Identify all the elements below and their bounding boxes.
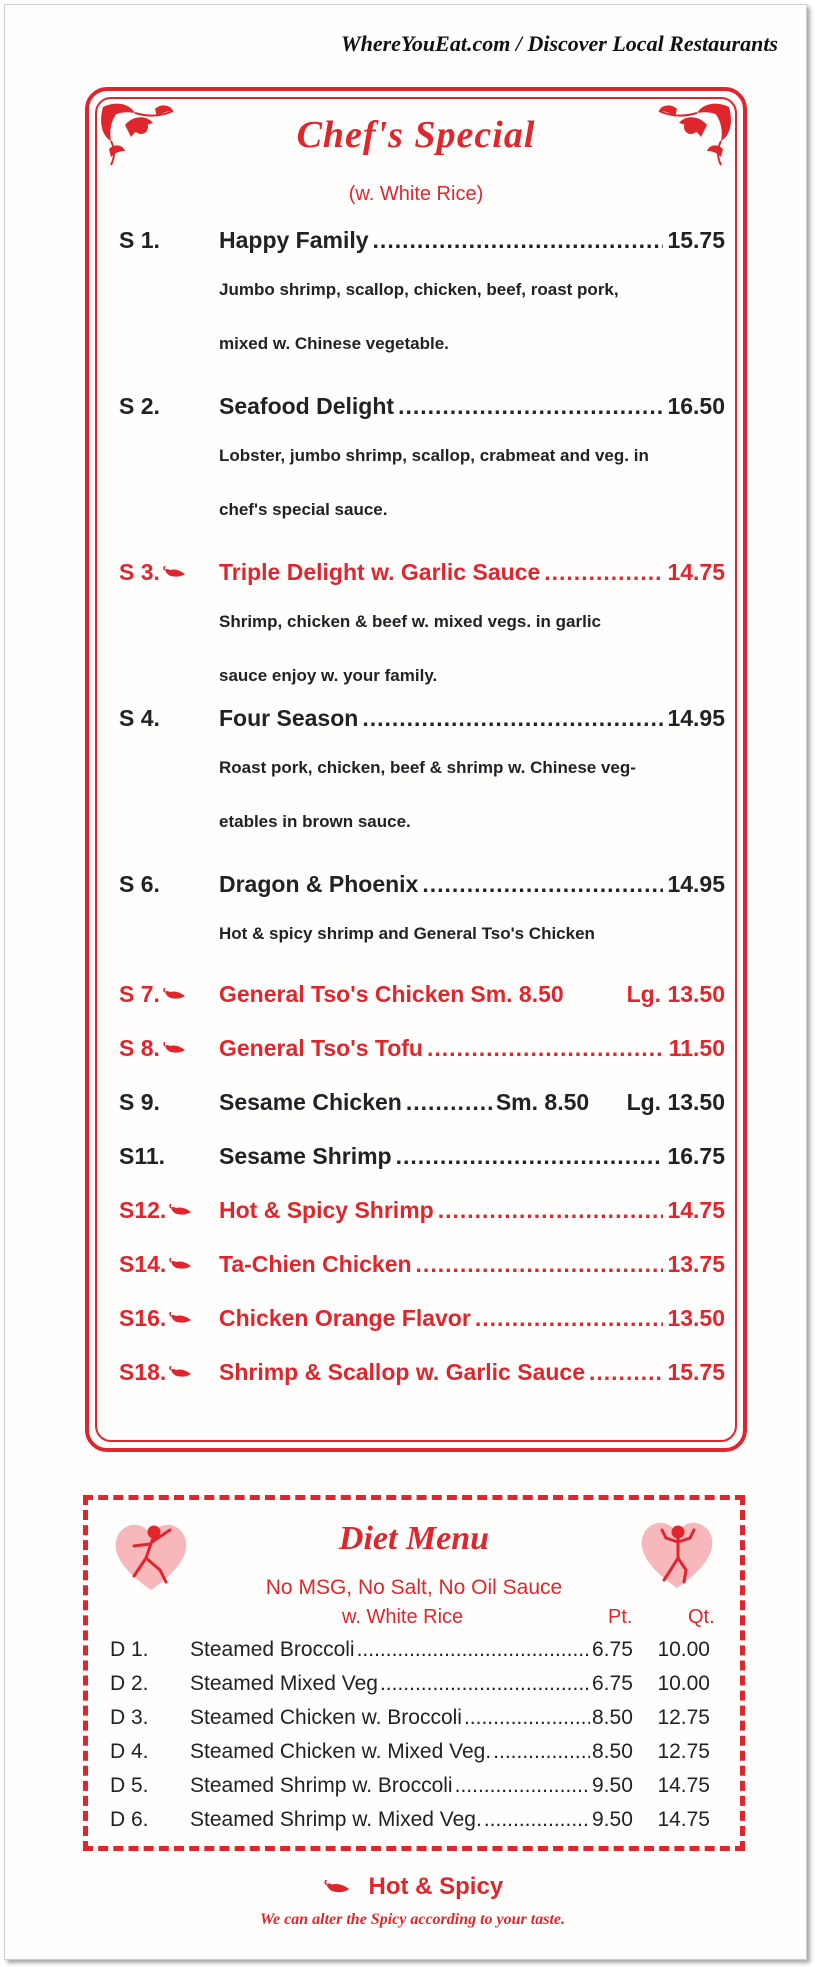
item-price: 16.75 <box>667 1143 725 1169</box>
diet-rice-note: w. White Rice <box>342 1606 464 1628</box>
item-code: S18. <box>119 1359 219 1386</box>
menu-item-spicy <box>119 1197 725 1231</box>
item-name: Steamed Chicken w. Mixed Veg. <box>190 1740 492 1763</box>
price-pint: 9.50 <box>592 1808 633 1831</box>
price-pint: 8.50 <box>592 1740 633 1763</box>
item-code: D 1. <box>110 1638 149 1661</box>
price-quart: 14.75 <box>657 1808 710 1831</box>
col-header-qt: Qt. <box>688 1606 715 1628</box>
diet-menu-subtitle: No MSG, No Salt, No Oil Sauce <box>265 1576 563 1599</box>
item-name: Shrimp & Scallop w. Garlic Sauce <box>219 1359 585 1385</box>
item-price-large: Lg. 13.50 <box>626 1089 725 1115</box>
item-price: 13.75 <box>667 1251 725 1277</box>
diet-item <box>110 1638 710 1668</box>
menu-item-spicy <box>119 1035 725 1069</box>
dot-leader <box>398 393 663 420</box>
dot-leader <box>373 227 664 254</box>
pepper-icon <box>169 1366 195 1380</box>
item-code: D 2. <box>110 1672 149 1695</box>
menu-item <box>119 705 725 739</box>
chef-special-title: Chef's Special <box>296 114 536 156</box>
item-price: 15.75 <box>667 1359 725 1385</box>
chef-special-box <box>85 87 747 1452</box>
item-code: S 7. <box>119 981 219 1008</box>
menu-item <box>119 1143 725 1177</box>
dot-leader <box>427 1035 665 1062</box>
pepper-icon <box>163 1042 189 1056</box>
item-name: Sesame Chicken <box>219 1089 402 1115</box>
item-code: S 4. <box>119 705 160 731</box>
dot-leader <box>493 1740 590 1764</box>
item-description: Jumbo shrimp, scallop, chicken, beef, roast pork, mixed w. Chinese vegetable. <box>219 280 619 353</box>
dot-leader <box>416 1251 664 1278</box>
diet-item <box>110 1740 710 1770</box>
spicy-footnote: We can alter the Spicy according to your taste. <box>259 1911 565 1928</box>
dot-leader <box>422 871 663 898</box>
dot-leader <box>406 1089 492 1116</box>
item-code: S 1. <box>119 227 160 253</box>
item-name: Chicken Orange Flavor <box>219 1305 471 1331</box>
pepper-icon <box>169 1312 195 1326</box>
item-price-small: Sm. 8.50 <box>470 981 564 1007</box>
dot-leader <box>544 559 663 586</box>
item-name: Sesame Shrimp <box>219 1143 392 1169</box>
dot-leader <box>362 705 663 732</box>
diet-item <box>110 1706 710 1736</box>
dot-leader <box>357 1638 590 1662</box>
item-description: Roast pork, chicken, beef & shrimp w. Chinese veg- etables in brown sauce. <box>219 758 636 831</box>
item-description: Lobster, jumbo shrimp, scallop, crabmeat and veg. in chef's special sauce. <box>219 446 649 519</box>
menu-item <box>119 393 725 427</box>
price-pint: 6.75 <box>592 1672 633 1695</box>
item-name: Steamed Chicken w. Broccoli <box>190 1706 462 1729</box>
item-price: 15.75 <box>667 227 725 253</box>
diet-item <box>110 1672 710 1702</box>
item-price: 14.75 <box>667 1197 725 1223</box>
item-name: Hot & Spicy Shrimp <box>219 1197 434 1223</box>
dot-leader <box>589 1359 663 1386</box>
item-price: 14.75 <box>667 559 725 585</box>
menu-item-spicy <box>119 1251 725 1285</box>
menu-item-spicy <box>119 1359 725 1393</box>
price-pint: 8.50 <box>592 1706 633 1729</box>
item-code: S 3. <box>119 559 219 586</box>
item-price-small: Sm. 8.50 <box>495 1089 590 1115</box>
menu-item-spicy <box>119 1305 725 1339</box>
spicy-legend <box>5 1873 815 1901</box>
item-price-large: Lg. 13.50 <box>626 981 725 1007</box>
price-quart: 14.75 <box>657 1774 710 1797</box>
dot-leader <box>396 1143 664 1170</box>
menu-item-spicy <box>119 559 725 593</box>
item-code: D 6. <box>110 1808 149 1831</box>
item-code: S 8. <box>119 1035 219 1062</box>
menu-item <box>119 871 725 905</box>
price-quart: 12.75 <box>657 1706 710 1729</box>
diet-item <box>110 1808 710 1838</box>
item-price: 13.50 <box>667 1305 725 1331</box>
item-description: Hot & spicy shrimp and General Tso's Chicken <box>219 924 595 943</box>
pepper-icon <box>322 1880 356 1896</box>
item-code: S 9. <box>119 1089 160 1115</box>
item-name: General Tso's Chicken <box>219 981 465 1007</box>
dot-leader <box>464 1706 590 1730</box>
item-name: Steamed Shrimp w. Mixed Veg. <box>190 1808 482 1831</box>
diet-item <box>110 1774 710 1804</box>
item-name: Steamed Broccoli <box>190 1638 355 1661</box>
dot-leader <box>484 1808 590 1832</box>
item-description: Shrimp, chicken & beef w. mixed vegs. in garlic sauce enjoy w. your family. <box>219 612 601 685</box>
pepper-icon <box>163 566 189 580</box>
legend-label: Hot & Spicy <box>368 1873 504 1900</box>
dot-leader <box>475 1305 664 1332</box>
item-name: Seafood Delight <box>219 393 395 419</box>
item-code: S 2. <box>119 393 160 419</box>
item-code: S 6. <box>119 871 160 897</box>
item-name: Steamed Mixed Veg <box>190 1672 378 1695</box>
dot-leader <box>438 1197 664 1224</box>
menu-item-spicy <box>119 981 725 1015</box>
item-name: Happy Family <box>219 227 369 253</box>
dot-leader <box>380 1672 590 1696</box>
item-code: S12. <box>119 1197 219 1224</box>
item-price: 11.50 <box>668 1035 725 1061</box>
item-name: Ta-Chien Chicken <box>219 1251 412 1277</box>
chef-special-subtitle: (w. White Rice) <box>348 183 484 205</box>
item-name: Dragon & Phoenix <box>219 871 419 897</box>
menu-item <box>119 227 725 261</box>
item-name: Triple Delight w. Garlic Sauce <box>219 559 541 585</box>
item-code: D 5. <box>110 1774 149 1797</box>
item-code: S14. <box>119 1251 219 1278</box>
pepper-icon <box>169 1204 195 1218</box>
item-name: Four Season <box>219 705 359 731</box>
item-code: D 4. <box>110 1740 149 1763</box>
price-quart: 12.75 <box>657 1740 710 1763</box>
diet-menu-title: Diet Menu <box>338 1520 490 1557</box>
item-code: D 3. <box>110 1706 149 1729</box>
item-price: 14.95 <box>667 705 725 731</box>
pepper-icon <box>163 988 189 1002</box>
item-name: General Tso's Tofu <box>219 1035 423 1061</box>
price-pint: 9.50 <box>592 1774 633 1797</box>
item-price: 16.50 <box>667 393 725 419</box>
site-header: WhereYouEat.com / Discover Local Restaurants <box>341 31 778 56</box>
dot-leader <box>455 1774 590 1798</box>
diet-menu-box <box>83 1495 745 1851</box>
menu-page <box>4 4 807 1960</box>
item-code: S16. <box>119 1305 219 1332</box>
item-name: Steamed Shrimp w. Broccoli <box>190 1774 453 1797</box>
pepper-icon <box>169 1258 195 1272</box>
menu-item <box>119 1089 725 1123</box>
price-quart: 10.00 <box>657 1638 710 1661</box>
price-quart: 10.00 <box>657 1672 710 1695</box>
price-pint: 6.75 <box>592 1638 633 1661</box>
item-price: 14.95 <box>667 871 725 897</box>
item-code: S11. <box>119 1143 166 1169</box>
col-header-pt: Pt. <box>608 1606 633 1628</box>
